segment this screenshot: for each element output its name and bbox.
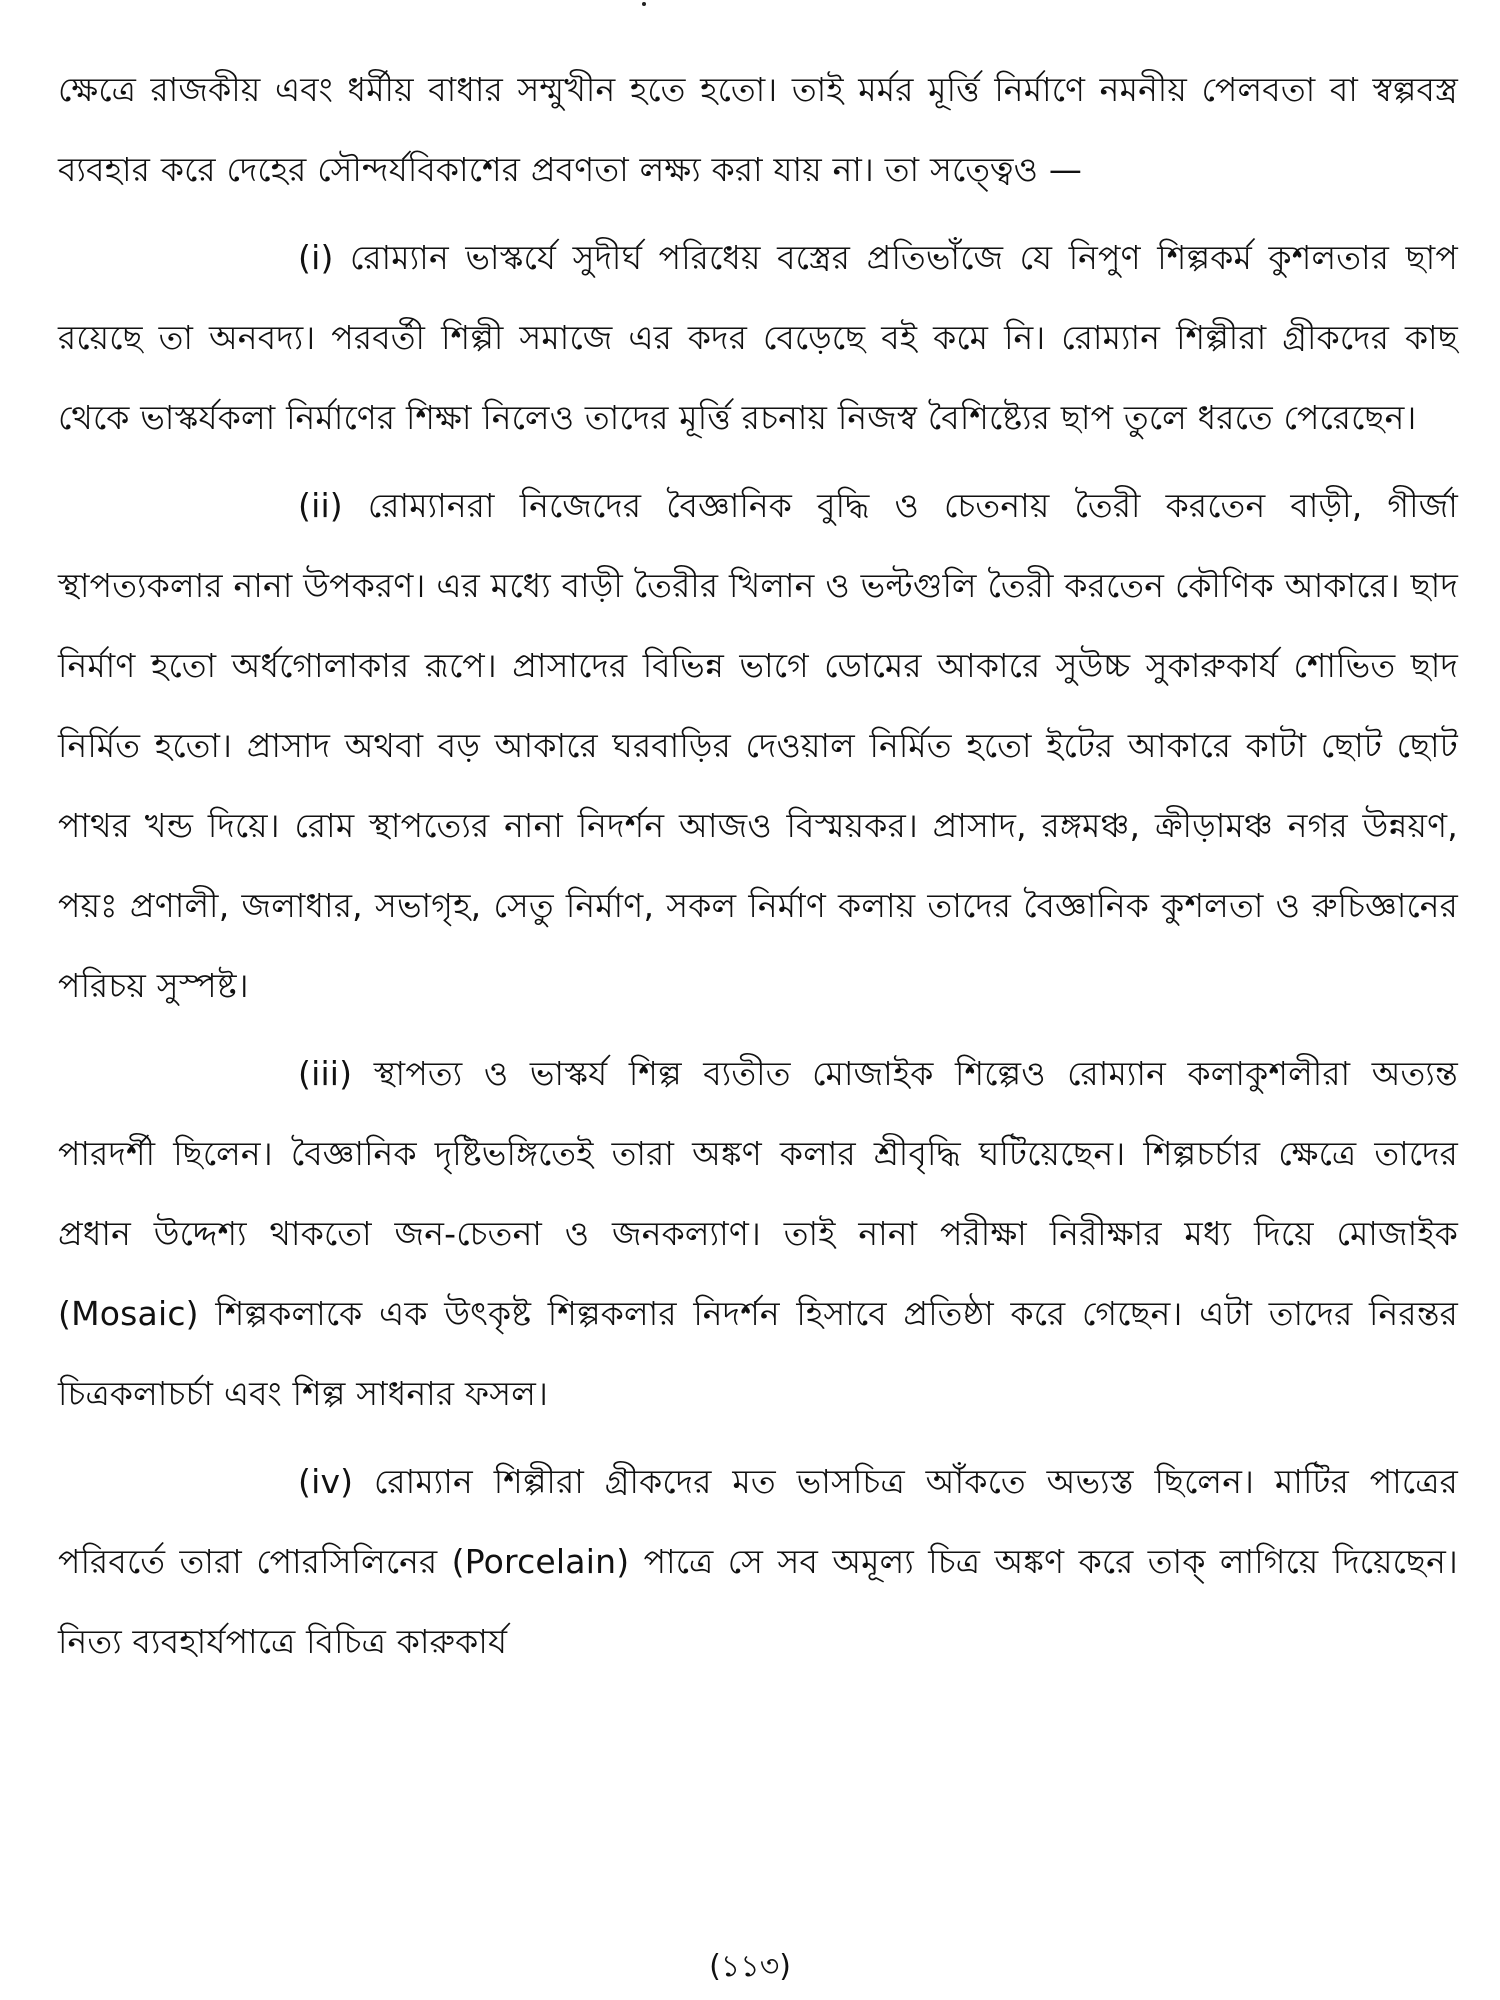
paragraph-i: (i) রোম্যান ভাস্কর্যে সুদীর্ঘ পরিধেয় বস্ত্রের প্রতিভাঁজে যে নিপুণ শিল্পকর্ম কুশলতার ছাপ রয়েছে তা অনবদ্য। পরবর্তী শিল্পী সমাজে এর কদর বেড়েছে বই কমে নি। রোম্যান শিল্পীরা গ্রীকদের কাছ থেকে ভাস্কর্যকলা নির্মাণের শিক্ষা নিলেও তাদের মূর্ত্তি রচনায় নিজস্ব বৈশিষ্ট্যের ছাপ তুলে ধরতে পেরেছেন। xyxy=(58,238,1458,437)
paragraph-iii: (iii) স্থাপত্য ও ভাস্কর্য শিল্প ব্যতীত মোজাইক শিল্পেও রোম্যান কলাকুশলীরা অত্যন্ত পারদর্শী ছিলেন। বৈজ্ঞানিক দৃষ্টিভঙ্গিতেই তারা অঙ্কণ কলার শ্রীবৃদ্ধি ঘটিয়েছেন। শিল্পচর্চার ক্ষেত্রে তাদের প্রধান উদ্দেশ্য থাকতো জন-চেতনা ও জনকল্যাণ। তাই নানা পরীক্ষা নিরীক্ষার মধ্য দিয়ে মোজাইক (Mosaic) শিল্পকলাকে এক উৎকৃষ্ট শিল্পকলার নিদর্শন হিসাবে প্রতিষ্ঠা করে গেছেন। এটা তাদের নিরন্তর চিত্রকলাচর্চা এবং শিল্প সাধনার ফসল। xyxy=(58,1054,1458,1413)
paragraph-ii: (ii) রোম্যানরা নিজেদের বৈজ্ঞানিক বুদ্ধি ও চেতনায় তৈরী করতেন বাড়ী, গীর্জা স্থাপত্যকলার নানা উপকরণ। এর মধ্যে বাড়ী তৈরীর খিলান ও ভল্টগুলি তৈরী করতেন কৌণিক আকারে। ছাদ নির্মাণ হতো অর্ধগোলাকার রূপে। প্রাসাদের বিভিন্ন ভাগে ডোমের আকারে সুউচ্চ সুকারুকার্য শোভিত ছাদ নির্মিত হতো। প্রাসাদ অথবা বড় আকারে ঘরবাড়ির দেওয়াল নির্মিত হতো ইটের আকারে কাটা ছোট ছোট পাথর খন্ড দিয়ে। রোম স্থাপত্যের নানা নিদর্শন আজও বিস্ময়কর। প্রাসাদ, রঙ্গমঞ্চ, ক্রীড়ামঞ্চ নগর উন্নয়ণ, পয়ঃ প্রণালী, জলাধার, সভাগৃহ, সেতু নির্মাণ, সকল নির্মাণ কলায় তাদের বৈজ্ঞানিক কুশলতা ও রুচিজ্ঞানের পরিচয় সুস্পষ্ট। xyxy=(58,486,1458,1005)
document-page xyxy=(58,50,1458,1950)
scan-mark xyxy=(642,2,646,6)
paragraph-iv: (iv) রোম্যান শিল্পীরা গ্রীকদের মত ভাসচিত্র আঁকতে অভ্যস্ত ছিলেন। মাটির পাত্রের পরিবর্তে তারা পোরসিলিনের (Porcelain) পাত্রে সে সব অমূল্য চিত্র অঙ্কণ করে তাক্ লাগিয়ে দিয়েছেন। নিত্য ব্যবহার্যপাত্রে বিচিত্র কারুকার্য xyxy=(58,1462,1458,1661)
paragraph-intro: ক্ষেত্রে রাজকীয় এবং ধর্মীয় বাধার সম্মুখীন হতে হতো। তাই মর্মর মূর্ত্তি নির্মাণে নমনীয় পেলবতা বা স্বল্পবস্ত্র ব্যবহার করে দেহের সৌন্দর্যবিকাশের প্রবণতা লক্ষ্য করা যায় না। তা সত্ত্বেও — xyxy=(58,70,1458,189)
page-number: (১১৩) xyxy=(709,1949,791,1984)
